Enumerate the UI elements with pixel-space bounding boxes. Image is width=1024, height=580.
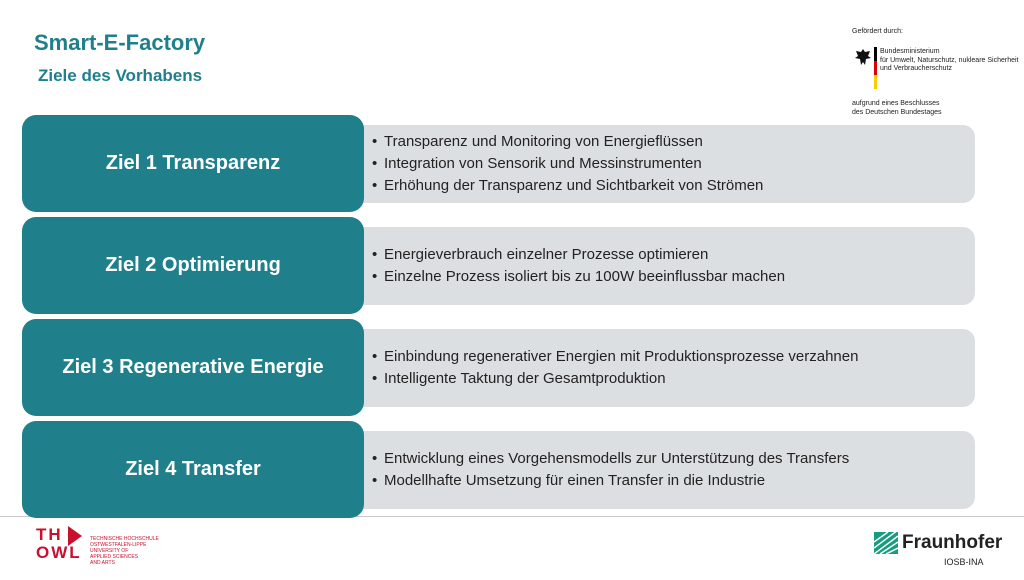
bullet-dot-icon: •	[372, 177, 378, 194]
bullet-dot-icon: •	[372, 268, 378, 285]
ministry-line: und Verbraucherschutz	[880, 65, 952, 73]
flag-red	[874, 61, 877, 75]
bullet-text: Modellhafte Umsetzung für einen Transfer in die Industrie	[384, 472, 766, 489]
goal-bullet	[372, 266, 975, 288]
goal-row	[22, 421, 975, 518]
funding-label: Gefördert durch:	[852, 28, 903, 35]
fraunhofer-institute: IOSB-INA	[944, 557, 984, 567]
federal-eagle-icon	[854, 48, 872, 68]
goal-title: Ziel 2 Optimierung	[22, 217, 364, 314]
goal-row	[22, 217, 975, 314]
resolution-line: aufgrund eines Beschlusses	[852, 100, 940, 107]
bullet-dot-icon: •	[372, 133, 378, 150]
goal-bullet	[372, 153, 975, 175]
page-title: Smart-E-Factory	[34, 30, 206, 55]
bullet-text: Entwicklung eines Vorgehensmodells zur Unterstützung des Transfers	[384, 450, 850, 467]
bullet-text: Integration von Sensorik und Messinstrumenten	[384, 155, 702, 172]
goal-details-panel	[342, 431, 975, 509]
goal-details-panel	[342, 125, 975, 203]
goal-bullet	[372, 244, 975, 266]
goal-details-panel	[342, 329, 975, 407]
german-flag-stripe	[874, 47, 877, 89]
flag-black	[874, 47, 877, 61]
th-letters-bottom: OWL	[36, 543, 82, 562]
goal-bullet	[372, 175, 975, 197]
goal-row	[22, 319, 975, 416]
bullet-text: Intelligente Taktung der Gesamtproduktion	[384, 370, 666, 387]
ministry-line: Bundesministerium	[880, 48, 940, 55]
flag-gold	[874, 75, 877, 89]
th-text-line: AND ARTS	[90, 560, 115, 566]
fraunhofer-name: Fraunhofer	[902, 532, 1003, 553]
ministry-line: für Umwelt, Naturschutz, nukleare Sicherheit	[880, 56, 1019, 64]
bullet-text: Einzelne Prozess isoliert bis zu 100W beeinflussbar machen	[384, 268, 786, 285]
resolution-line: des Deutschen Bundestages	[852, 108, 942, 116]
goal-bullet	[372, 131, 975, 153]
goal-details-panel	[342, 227, 975, 305]
page-subtitle: Ziele des Vorhabens	[38, 66, 203, 85]
goal-title: Ziel 4 Transfer	[22, 421, 364, 518]
funding-notice	[852, 28, 1022, 116]
bullet-text: Transparenz und Monitoring von Energieflüssen	[384, 133, 703, 150]
bullet-text: Energieverbrauch einzelner Prozesse optimieren	[384, 246, 709, 263]
bullet-text: Erhöhung der Transparenz und Sichtbarkeit von Strömen	[384, 177, 764, 194]
bullet-dot-icon: •	[372, 370, 378, 387]
goal-row	[22, 115, 975, 212]
goal-bullet	[372, 368, 975, 390]
goal-bullet	[372, 448, 975, 470]
goal-title: Ziel 1 Transparenz	[22, 115, 364, 212]
fraunhofer-mark-icon	[874, 532, 898, 554]
bullet-dot-icon: •	[372, 246, 378, 263]
bullet-dot-icon: •	[372, 155, 378, 172]
th-letters-top: TH	[36, 525, 63, 544]
goal-bullet	[372, 346, 975, 368]
goal-title: Ziel 3 Regenerative Energie	[22, 319, 364, 416]
bullet-text: Einbindung regenerativer Energien mit Produktionsprozesse verzahnen	[384, 348, 859, 365]
th-owl-text	[90, 536, 159, 566]
th-owl-triangle-icon	[68, 526, 82, 546]
th-text-line: TECHNISCHE HOCHSCHULE	[90, 536, 159, 542]
th-text-line: OSTWESTFALEN-LIPPE	[90, 542, 147, 548]
goal-bullet	[372, 470, 975, 492]
bullet-dot-icon: •	[372, 348, 378, 365]
th-text-line: UNIVERSITY OF	[90, 548, 129, 554]
bullet-dot-icon: •	[372, 472, 378, 489]
th-text-line: APPLIED SCIENCES	[90, 554, 139, 560]
ministry-name	[880, 48, 1019, 74]
bullet-dot-icon: •	[372, 450, 378, 467]
